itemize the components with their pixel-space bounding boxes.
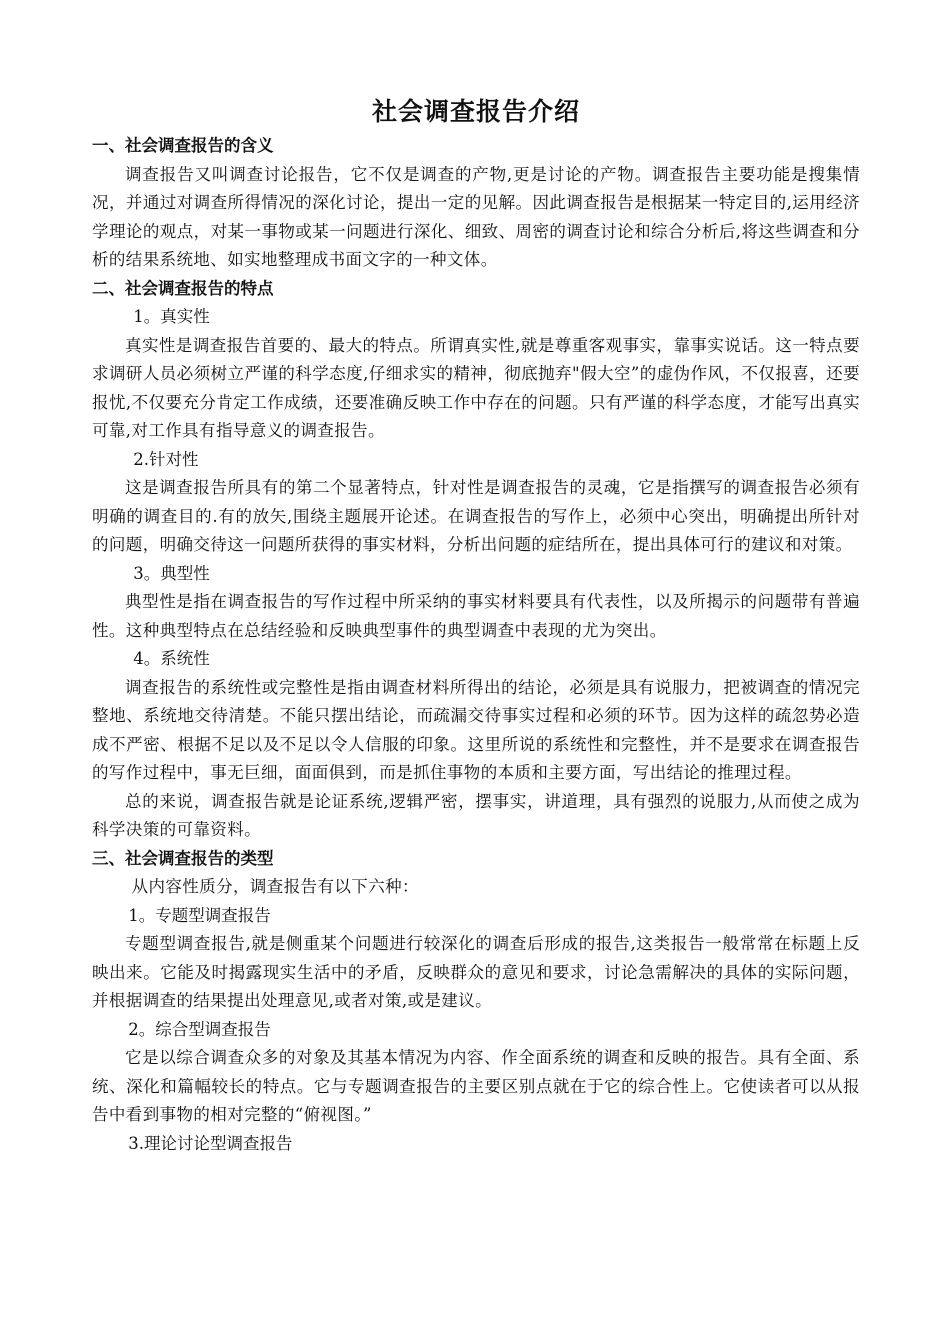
section-heading-meaning: 一、社会调查报告的含义 [92, 136, 274, 155]
section-heading-types: 三、社会调查报告的类型 [92, 848, 274, 868]
document-title: 社会调查报告介绍 [371, 97, 580, 126]
types-intro: 从内容性质分，调查报告有以下六种： [131, 877, 419, 896]
type-text-comprehensive: 它是以综合调查众多的对象及其基本情况为内容、作全面系统的调查和反映的报告。具有全面、系统、深化和篇幅较长的特点。它与专题调查报告的主要区别点就在于它的综合性上。它使读者可以从报告中看到事物的相对完整的“俯视图。” [92, 1048, 860, 1124]
document-page [92, 94, 860, 1158]
features-summary: 总的来说，调查报告就是论证系统,逻辑严密，摆事实，讲道理，具有强烈的说服力,从而使之成为科学决策的可靠资料。 [92, 791, 860, 839]
feature-text-typicality: 典型性是指在调查报告的写作过程中所采纳的事实材料要具有代表性，以及所揭示的问题带有普遍性。这种典型特点在总结经验和反映典型事件的典型调查中表现的尤为突出。 [92, 592, 860, 640]
type-label-theoretical: 3.理论讨论型调查报告 [128, 1133, 293, 1153]
paragraph-meaning: 调查报告又叫调查讨论报告，它不仅是调查的产物,更是讨论的产物。调查报告主要功能是搜集情况，并通过对调查所得情况的深化讨论，提出一定的见解。因此调查报告是根据某一特定目的,运用经济学理论的观点，对某一事物或某一问题进行深化、细致、周密的调查讨论和综合分析后,将这些调查和分析的结果系统地、如实地整理成书面文字的一种文体。 [92, 164, 860, 269]
type-text-thematic: 专题型调查报告,就是侧重某个问题进行较深化的调查后形成的报告,这类报告一般常常在标题上反映出来。它能及时揭露现实生活中的矛盾，反映群众的意见和要求，讨论急需解决的具体的实际问题，并根据调查的结果提出处理意见,或者对策,或是建议。 [92, 934, 860, 1010]
feature-text-pertinence: 这是调查报告所具有的第二个显著特点，针对性是调查报告的灵魂，它是指撰写的调查报告必须有明确的调查目的.有的放矢,围绕主题展开论述。在调查报告的写作上，必须中心突出，明确提出所针对的问题，明确交待这一问题所获得的事实材料，分析出问题的症结所在，提出具体可行的建议和对策。 [92, 478, 860, 554]
feature-label-pertinence: 2.针对性 [133, 449, 199, 469]
feature-label-typicality: 3。典型性 [133, 563, 210, 583]
feature-label-systematic: 4。系统性 [133, 649, 210, 668]
feature-label-authenticity: 1。真实性 [133, 307, 210, 326]
type-label-thematic: 1。专题型调查报告 [128, 905, 271, 925]
feature-text-systematic: 调查报告的系统性或完整性是指由调查材料所得出的结论，必须是具有说服力，把被调查的情况完整地、系统地交待清楚。不能只摆出结论，而疏漏交待事实过程和必须的环节。因为这样的疏忽势必造成不严密、根据不足以及不足以令人信服的印象。这里所说的系统性和完整性，并不是要求在调查报告的写作过程中，事无巨细，面面俱到，而是抓住事物的本质和主要方面，写出结论的推理过程。 [92, 677, 860, 782]
section-heading-features: 二、社会调查报告的特点 [92, 278, 274, 298]
type-label-comprehensive: 2。综合型调查报告 [128, 1019, 271, 1039]
feature-text-authenticity: 真实性是调查报告首要的、最大的特点。所谓真实性,就是尊重客观事实，靠事实说话。这一特点要求调研人员必须树立严谨的科学态度,仔细求实的精神，彻底抛弃"假大空”的虚伪作风，不仅报喜，还要报忧,不仅要充分肯定工作成绩，还要准确反映工作中存在的问题。只有严谨的科学态度，才能写出真实可靠,对工作具有指导意义的调查报告。 [92, 335, 860, 440]
